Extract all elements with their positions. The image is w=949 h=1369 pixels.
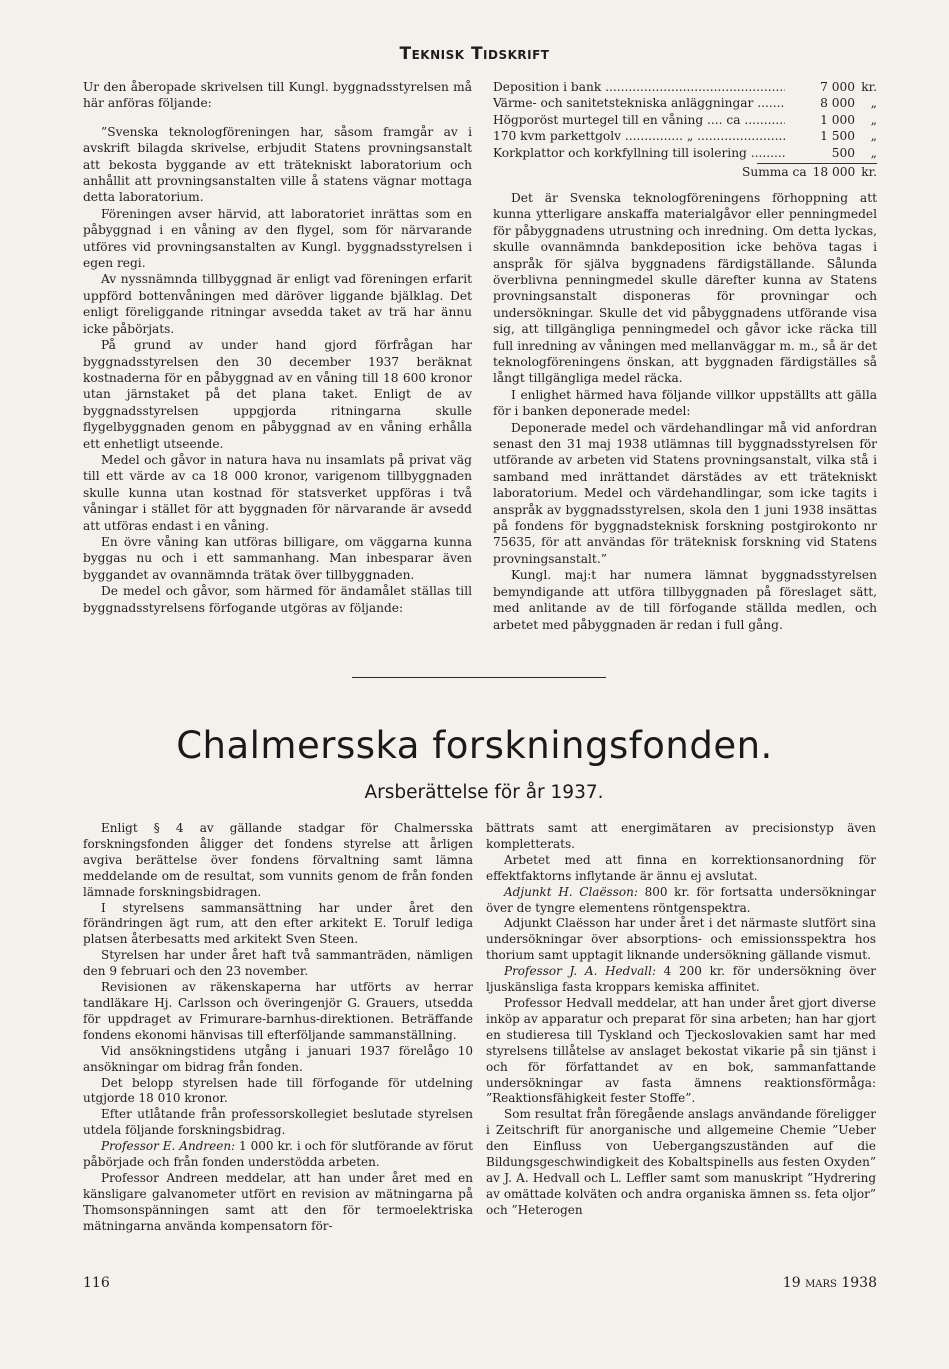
paragraph-text: bättrats samt att energimätaren av precisionstyp även kompletterats. xyxy=(486,821,876,851)
date-month: mars xyxy=(805,1275,837,1291)
paragraph-text: Vid ansökningstidens utgång i januari 1937 förelågo 10 ansökningar om bidrag från fonden. xyxy=(83,1043,473,1074)
paragraph: På grund av under hand gjord förfrågan har byggnadsstyrelsen den 30 december 1937 beräknat kostnaderna för en påbyggnad av en våning till 18 600 kronor utan järnstaket på det plana taket. Enligt de av byggnadsstyrelsen uppgjorda ritningarna skulle flygelbyggnaden genom en påbyggnad av en våning erhålla ett enhetligt utseende. xyxy=(83,338,472,451)
budget-label: Värme- och sanitetstekniska anläggningar ..... xyxy=(493,95,785,111)
total-unit: kr. xyxy=(861,164,877,179)
total-label: Summa ca xyxy=(742,164,807,179)
paragraph xyxy=(83,1171,473,1235)
top-right-column xyxy=(493,79,877,633)
paragraph xyxy=(486,964,876,996)
grant-recipient: Adjunkt H. Claësson: xyxy=(504,884,638,899)
paragraph xyxy=(83,980,473,1044)
paragraph: Ur den åberopade skrivelsen till Kungl. byggnadsstyrelsen må här anföras följande: xyxy=(83,80,472,111)
issue-date xyxy=(783,1275,877,1291)
budget-unit: „ xyxy=(870,129,877,144)
paragraph-text: Revisionen av räkenskaperna har utförts av herrar tandläkare Hj. Carlsson och överingenjör G. Grauers, utsedda för uppdraget av Frimurare-barnhus-direktionen. Beträffande fondens ekonomi hänvisas till efterföljande sammanställning. xyxy=(83,980,473,1042)
bottom-right-column xyxy=(486,821,876,1219)
paragraph: De medel och gåvor, som härmed för ändamålet ställas till byggnadsstyrelsens förfogande utgöras av följande: xyxy=(83,584,472,615)
paragraph: Föreningen avser härvid, att laboratoriet inrättas som en påbyggnad i en våning av den flygel, som för närvarande utföres vid provningsanstalten av Kungl. byggnadsstyrelsen i egen regi. xyxy=(83,206,472,271)
paragraph-text: Arbetet med att finna en korrektionsanordning för effektfaktorns inflytande är ännu ej avslutat. xyxy=(486,852,876,883)
paragraph-text: Adjunkt Claësson har under året i det närmaste slutfört sina undersökningar över absorptions- och emissionsspektra hos thorium samt upptagit liknande undersökning gällande vismut. xyxy=(486,916,876,963)
paragraph-text: 1 000 kr. i och för slutförande av förut påbörjade och från fonden understödda arbeten. xyxy=(83,1139,473,1170)
paragraph-text: Efter utlåtande från professorskollegiet beslutade styrelsen utdela följande forskningsbidrag. xyxy=(83,1107,473,1138)
paragraph xyxy=(83,1076,473,1108)
paragraph-text: Det belopp styrelsen hade till förfogande för utdelning utgjorde 18 010 kronor. xyxy=(83,1075,473,1106)
article-title: Chalmersska forskningsfonden. xyxy=(176,724,773,767)
budget-row xyxy=(493,145,877,161)
paragraph xyxy=(486,821,876,853)
budget-table xyxy=(493,79,877,182)
paragraph-text: Professor Hedvall meddelar, att han under året gjort diverse inköp av apparatur och preparat för sina arbeten; han har gjort en studieresa till Tyskland och Tjeckoslovakien samt har med styrelsens tillåtelse av anslaget bekostat vikarie på sin tjänst i och för författandet av en bok, sammanfattande undersökningar av fasta ämnens reaktionsförmåga: ”Reaktionsfähigkeit fester Stoffe”. xyxy=(486,995,876,1106)
paragraph xyxy=(83,1044,473,1076)
total-amount: 18 000 xyxy=(812,164,856,179)
paragraph xyxy=(83,901,473,949)
budget-label: 170 kvm parkettgolv ............... „ ..... xyxy=(493,128,785,144)
budget-amount: 8 000 xyxy=(820,96,855,111)
paragraph xyxy=(486,1107,876,1218)
budget-amount: 500 xyxy=(831,145,855,160)
article-subtitle: Arsberättelse för år 1937. xyxy=(364,782,604,803)
paragraph-text: 800 kr. för fortsatta undersökningar över de tyngre elementens röntgenspektra. xyxy=(486,884,876,915)
paragraph xyxy=(486,996,876,1107)
grant-recipient: Professor J. A. Hedvall: xyxy=(504,964,656,979)
budget-unit: kr. xyxy=(861,80,877,94)
paragraph-text: Styrelsen har under året haft två sammanträden, nämligen den 9 februari och den 23 november. xyxy=(83,948,473,979)
budget-unit: „ xyxy=(870,96,877,111)
paragraph: Det är Svenska teknologföreningens förhoppning att kunna ytterligare anskaffa materialgåvor eller penningmedel för påbyggnadens utrustning och inredning. Om detta lyckas, skulle ovannämnda bankdeposition icke behöva tagas i anspråk för själva byggnadens färdigställande. Sålunda överblivna penningmedel skulle därefter kunna av Statens provningsanstalt disponeras för provningar och undersökningar. Skulle det vid påbyggnadens utförande visa sig, att tillgängliga penningmedel och gåvor icke räcka till full inredning av våningen med mellanväggar m. m., så är det teknologföreningens önskan, att byggnaden färdigställes så långt tillgängliga medel räcka. xyxy=(493,190,877,386)
paragraph: Av nyssnämnda tillbyggnad är enligt vad föreningen erfarit uppförd bottenvåningen med däröver liggande bjälklag. Det enligt föreliggande ritningar avsedda taket av trä har ännu icke påbörjats. xyxy=(83,272,472,336)
budget-amount: 1 500 xyxy=(820,129,855,144)
budget-row xyxy=(493,112,877,128)
budget-amount: 1 000 xyxy=(820,112,855,127)
paragraph xyxy=(83,948,473,980)
grant-recipient: Professor E. Andreen: xyxy=(101,1139,236,1154)
paragraph xyxy=(486,853,876,885)
paragraph-text: 4 200 kr. för undersökning över ljuskänsliga fasta kroppars kemiska affinitet. xyxy=(486,964,877,995)
budget-row xyxy=(493,128,877,144)
budget-row xyxy=(493,79,877,95)
date-year: 1938 xyxy=(841,1275,877,1291)
paragraph: ”Svenska teknologföreningen har, såsom framgår av i avskrift bilagda skrivelse, erbjudit Statens provningsanstalt att bekosta byggande av ett trätekniskt laboratorium och anhållit att provningsanstalten ville å statens vägnar mottaga detta laboratorium. xyxy=(83,124,472,205)
section-divider xyxy=(352,677,606,678)
budget-label: Deposition i bank ..... xyxy=(493,79,785,95)
date-day: 19 xyxy=(782,1275,801,1291)
paragraph-text: Enligt § 4 av gällande stadgar för Chalmersska forskningsfonden åligger det fondens styrelse att årligen avgiva berättelse över fondens förvaltning samt lämna meddelande om de resultat, som vunnits genom de från fonden lämnade forskningsbidragen. xyxy=(83,821,473,899)
budget-total xyxy=(493,164,877,182)
paragraph xyxy=(486,885,876,917)
paragraph: Kungl. maj:t har numera lämnat byggnadsstyrelsen bemyndigande att utföra tillbyggnaden på föreslaget sätt, med anlitande av de till förfogande ställda medlen, och arbetet med påbyggnaden är redan i full gång. xyxy=(493,568,877,632)
paragraph xyxy=(83,821,473,901)
paragraph-text: Professor Andreen meddelar, att han under året med en känsligare galvanometer utfört en revision av mätningarna på Thomsonspänningen samt att den för termoelektriska mätningarna använda kompensatorn för- xyxy=(83,1170,473,1233)
paragraph xyxy=(83,1107,473,1139)
paragraph: En övre våning kan utföras billigare, om väggarna kunna byggas nu och i ett sammanhang. Man inbesparar även byggandet av ovannämnda trätak över tillbyggnaden. xyxy=(83,534,472,582)
paragraph-text: I styrelsens sammansättning har under året den förändringen ägt rum, att den efter arkitekt E. Torulf lediga platsen återbesatts med arkitekt Sven Steen. xyxy=(83,900,473,947)
paragraph: Medel och gåvor in natura hava nu insamlats på privat väg till ett värde av ca 18 000 kronor, varigenom tillbyggnaden skulle kunna utan kostnad för statsverket uppföras i två våningar i stället för att byggnaden för närvarande är avsedd att utföras endast i en våning. xyxy=(83,452,472,533)
top-left-column xyxy=(83,79,472,616)
paragraph xyxy=(83,1139,473,1171)
budget-label: Korkplattor och korkfyllning till isolering ..... xyxy=(493,145,785,161)
budget-label: Högporöst murtegel till en våning .... ca ..... xyxy=(493,112,785,128)
budget-amount: 7 000 xyxy=(820,80,855,94)
bottom-left-column xyxy=(83,821,473,1235)
budget-row xyxy=(493,95,877,111)
budget-unit: „ xyxy=(870,112,877,127)
paragraph: Deponerade medel och värdehandlingar må vid anfordran senast den 31 maj 1938 utlämnas till byggnadsstyrelsen för utförande av arbeten vid Statens provningsanstalt, vilka stå i samband med inrättandet därstädes av ett trätekniskt laboratorium. Medel och värdehandlingar, som icke tagits i anspråk av byggnadsstyrelsen, skola den 1 juni 1938 insättas på fondens för byggnadsteknisk forskning postgirokonto nr 75635, för att användas för träteknisk forskning vid Statens provningsanstalt.” xyxy=(493,420,877,566)
paragraph-text: Som resultat från föregående anslags användande föreligger i Zeitschrift für anorganische und allgemeine Chemie ”Ueber den Einfluss von Uebergangszuständen auf die Bildungsgeschwindigkeit des Kobaltspinells aus festen Oxyden” av J. A. Hedvall och L. Leffler samt som manuskript ”Hydrering av omättade kolväten och andra organiska ämnen ss. feta oljor” och ”Heterogen xyxy=(486,1107,876,1217)
budget-unit: „ xyxy=(870,145,877,160)
paragraph: I enlighet härmed hava följande villkor uppställts att gälla för i banken deponerade medel: xyxy=(493,387,877,419)
page-number: 116 xyxy=(83,1275,110,1291)
paragraph xyxy=(486,916,876,964)
journal-header: Teknisk Tidskrift xyxy=(399,44,550,64)
